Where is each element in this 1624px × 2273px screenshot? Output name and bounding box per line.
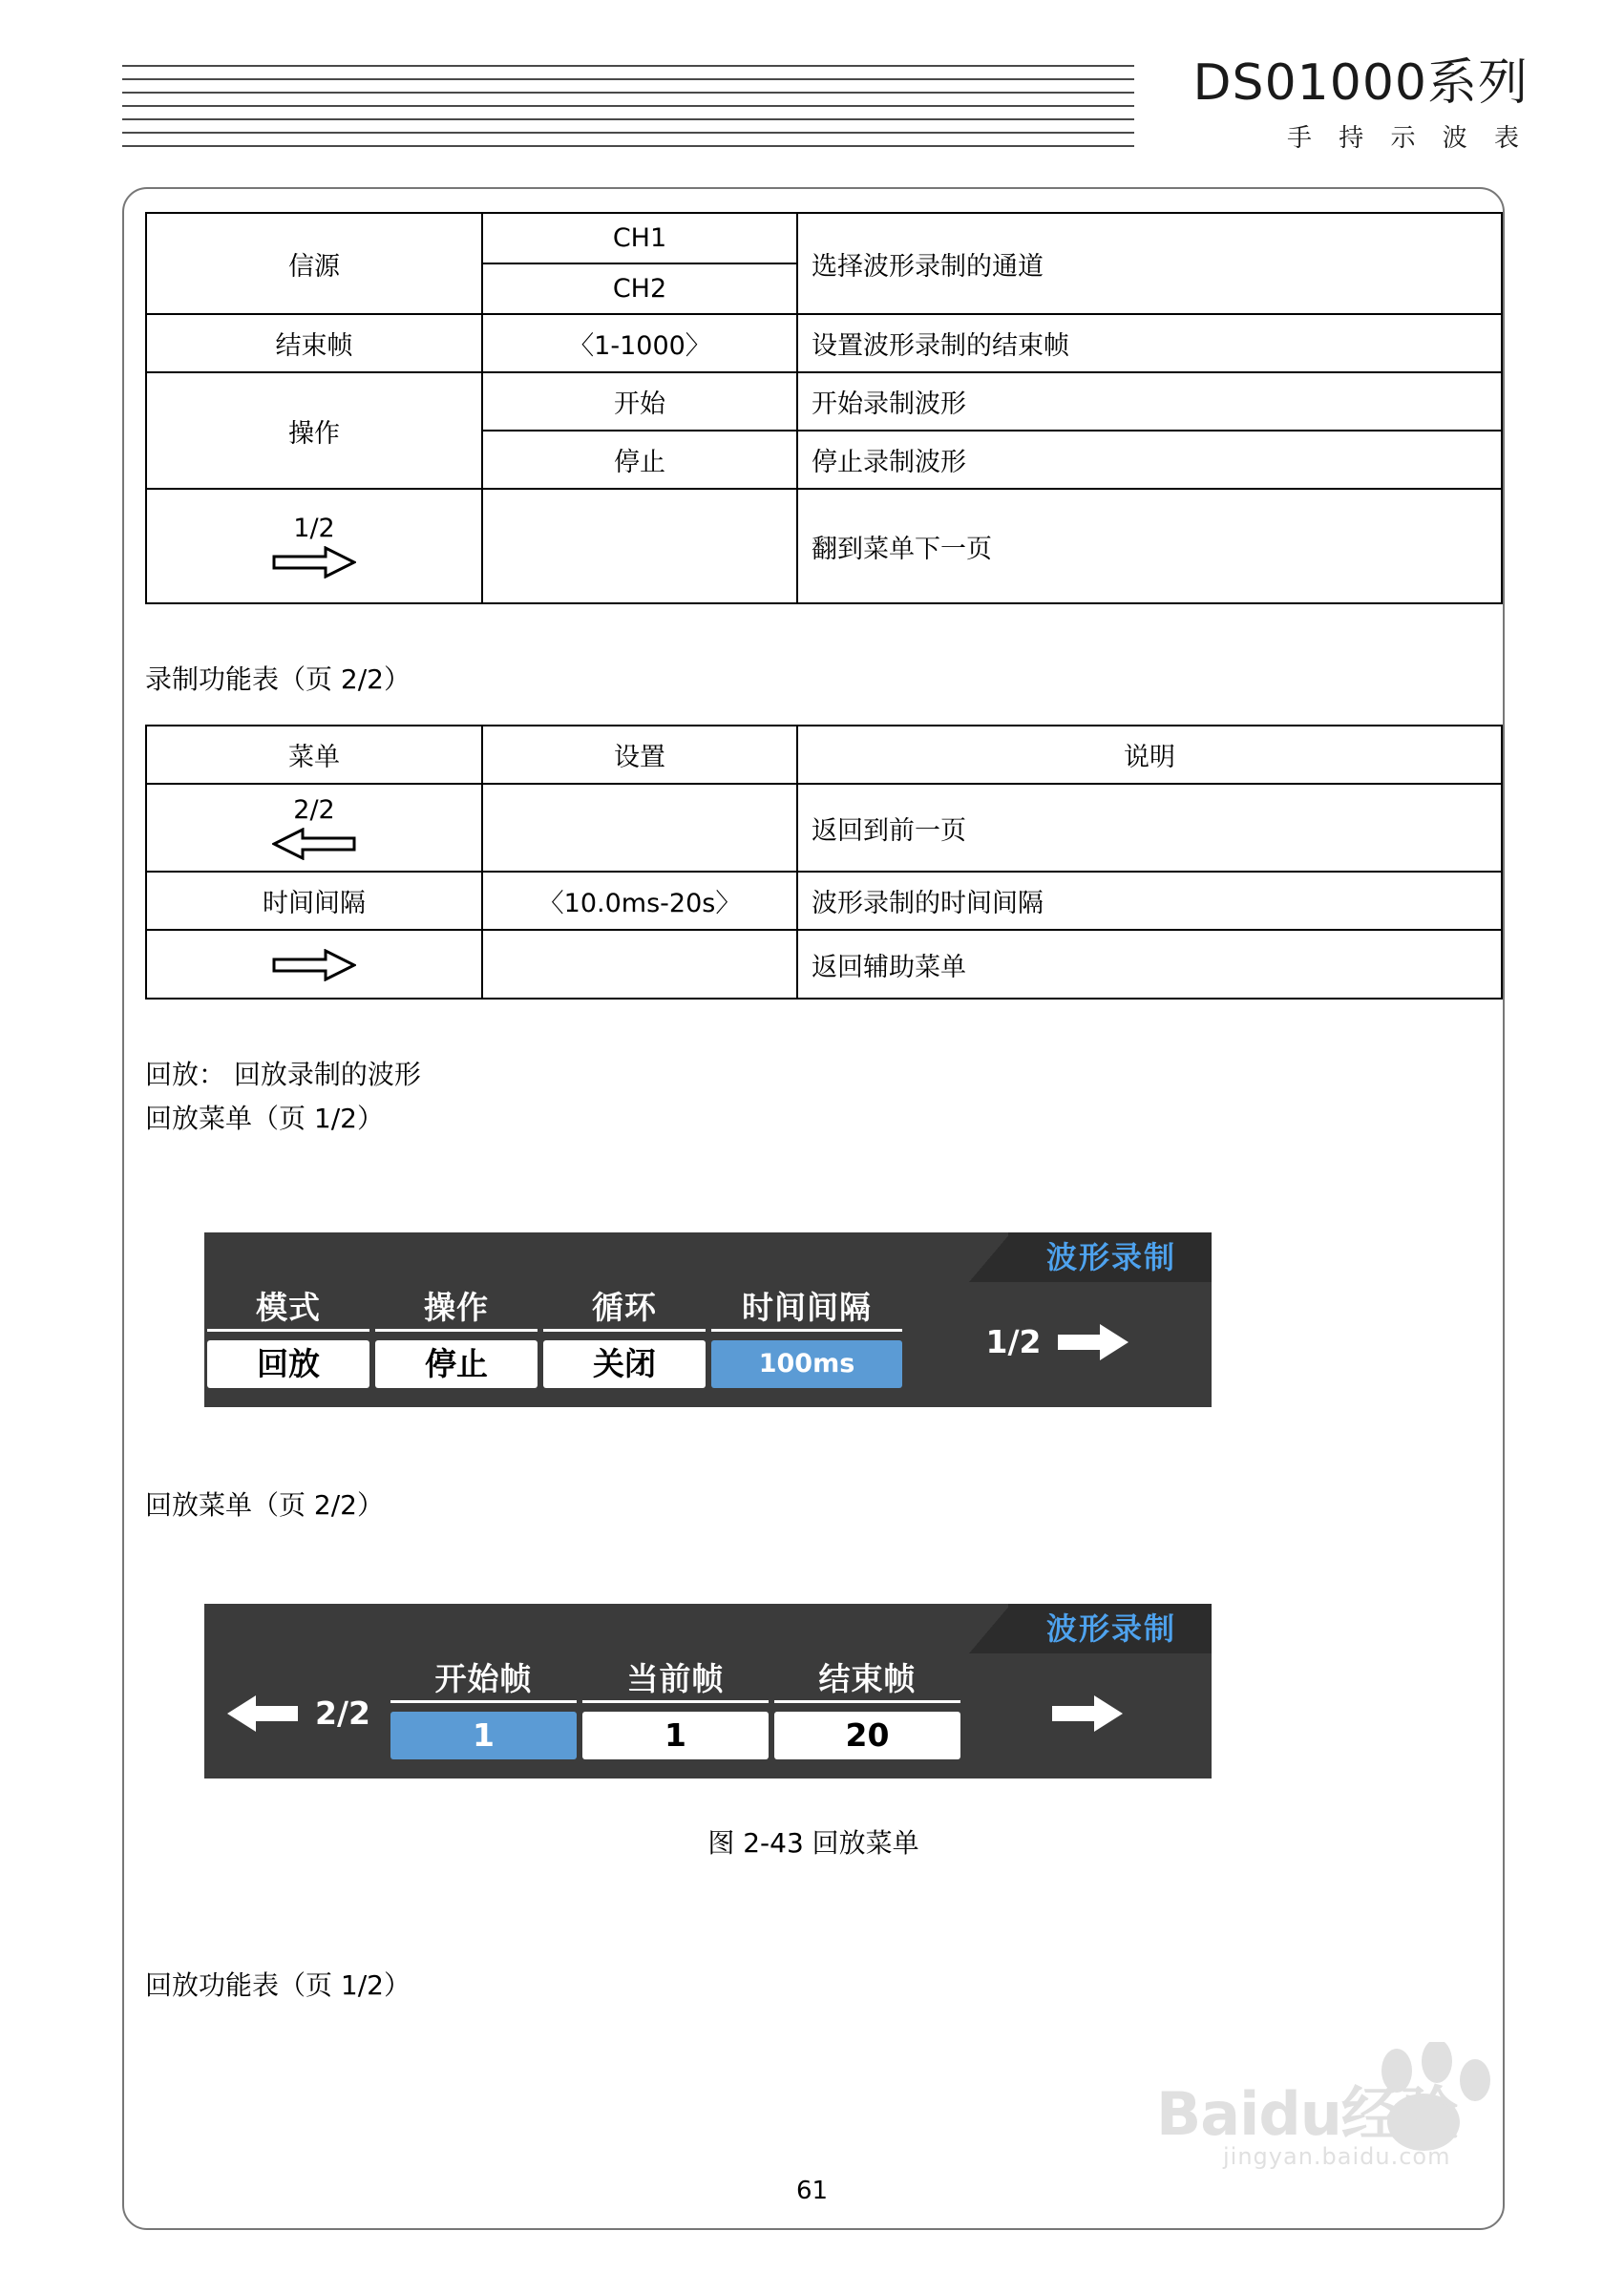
table-row	[146, 372, 1502, 431]
menu-item-label: 循环	[543, 1286, 706, 1332]
cell-menu: 操作	[146, 372, 482, 489]
arrow-right-icon[interactable]	[1056, 1322, 1130, 1362]
product-series-title: DS01000系列	[1192, 54, 1529, 112]
menu-item-label: 操作	[375, 1286, 538, 1332]
scope-pager-next[interactable]	[963, 1653, 1212, 1778]
cell-setting: CH1	[482, 213, 797, 263]
table-row	[146, 314, 1502, 372]
cell-menu: 结束帧	[146, 314, 482, 372]
cell-desc: 返回到前一页	[797, 784, 1502, 872]
menu-item-label: 时间间隔	[711, 1286, 902, 1332]
menu-item-current-frame[interactable]	[582, 1657, 769, 1778]
scope-menu-row	[204, 1282, 1212, 1407]
cell-page-indicator	[146, 489, 482, 603]
menu-item-label: 当前帧	[582, 1657, 769, 1703]
cell-desc: 返回辅助菜单	[797, 930, 1502, 999]
cell-desc: 停止录制波形	[797, 431, 1502, 489]
watermark-sub-text: jingyan.baidu.com	[1223, 2143, 1451, 2170]
arrow-right-icon[interactable]	[1050, 1694, 1125, 1734]
page-indicator-label: 2/2	[293, 795, 335, 826]
table-row	[146, 489, 1502, 603]
scope-pager-prev[interactable]	[204, 1653, 388, 1778]
watermark-main-text: Baidu经验	[1156, 2079, 1458, 2149]
table-row	[146, 930, 1502, 999]
cell-setting: 〈10.0ms-20s〉	[482, 872, 797, 930]
menu-item-end-frame[interactable]	[774, 1657, 960, 1778]
text-playback-menu-p1: 回放菜单（页 1/2）	[145, 1103, 384, 1134]
header-title-block	[994, 55, 1529, 154]
cell-setting: 〈1-1000〉	[482, 314, 797, 372]
menu-item-value[interactable]: 停止	[375, 1340, 538, 1388]
scope-title-tab: 波形录制	[1008, 1604, 1212, 1653]
page-indicator-label: 1/2	[293, 514, 335, 544]
cell-menu: 信源	[146, 213, 482, 314]
menu-item-value[interactable]: 关闭	[543, 1340, 706, 1388]
table-row	[146, 872, 1502, 930]
menu-item-start-frame[interactable]	[390, 1657, 577, 1778]
menu-item-loop[interactable]	[543, 1286, 706, 1407]
cell-menu: 时间间隔	[146, 872, 482, 930]
cell-desc: 翻到菜单下一页	[797, 489, 1502, 603]
header-rule-lines	[122, 65, 1134, 153]
arrow-left-icon	[272, 828, 356, 860]
cell-desc: 波形录制的时间间隔	[797, 872, 1502, 930]
cell-page-indicator	[146, 784, 482, 872]
table-record-page1	[145, 212, 1503, 604]
table-row	[146, 784, 1502, 872]
caption-record-page2: 录制功能表（页 2/2）	[145, 663, 411, 695]
header-setting: 设置	[482, 726, 797, 784]
figure-caption: 图 2-43 回放菜单	[707, 1827, 919, 1859]
cell-setting: CH2	[482, 263, 797, 314]
menu-item-value[interactable]: 20	[774, 1712, 960, 1759]
menu-item-label: 结束帧	[774, 1657, 960, 1703]
page-header	[0, 38, 1624, 162]
menu-item-interval[interactable]	[711, 1286, 902, 1407]
menu-item-operation[interactable]	[375, 1286, 538, 1407]
cell-setting	[482, 930, 797, 999]
cell-desc: 设置波形录制的结束帧	[797, 314, 1502, 372]
arrow-right-icon	[272, 949, 356, 981]
text-playback-menu-p2: 回放菜单（页 2/2）	[145, 1489, 384, 1521]
cell-desc: 选择波形录制的通道	[797, 213, 1502, 314]
scope-topbar-slant	[969, 1604, 1011, 1653]
scope-menu-row	[204, 1653, 1212, 1778]
table-row	[146, 213, 1502, 263]
page-indicator-label: 1/2	[985, 1323, 1042, 1360]
scope-pager-next[interactable]	[905, 1282, 1212, 1407]
menu-item-value[interactable]: 1	[390, 1712, 577, 1759]
cell-setting	[482, 489, 797, 603]
menu-item-label: 模式	[207, 1286, 369, 1332]
cell-setting: 停止	[482, 431, 797, 489]
text-playback-function-table: 回放功能表（页 1/2）	[145, 1969, 411, 2001]
menu-item-mode[interactable]	[207, 1286, 369, 1407]
cell-return-arrow	[146, 930, 482, 999]
product-series-subtitle: 手 持 示 波 表	[1286, 124, 1529, 153]
text-playback-intro: 回放： 回放录制的波形	[145, 1059, 421, 1090]
scope-title-tab: 波形录制	[1008, 1232, 1212, 1282]
cell-desc: 开始录制波形	[797, 372, 1502, 431]
header-desc: 说明	[797, 726, 1502, 784]
menu-item-value[interactable]: 100ms	[711, 1340, 902, 1388]
scope-menu-playback-page1	[204, 1232, 1212, 1407]
page-content	[145, 212, 1482, 2008]
page-number: 61	[795, 2177, 829, 2205]
scope-menu-playback-page2	[204, 1604, 1212, 1778]
cell-setting	[482, 784, 797, 872]
table-record-page2	[145, 725, 1503, 1000]
menu-item-value[interactable]: 1	[582, 1712, 769, 1759]
scope-topbar-slant	[969, 1232, 1011, 1282]
arrow-right-icon	[272, 546, 356, 579]
menu-item-value[interactable]: 回放	[207, 1340, 369, 1388]
menu-item-label: 开始帧	[390, 1657, 577, 1703]
arrow-left-icon[interactable]	[225, 1694, 300, 1734]
table-header-row	[146, 726, 1502, 784]
cell-setting: 开始	[482, 372, 797, 431]
page-indicator-label: 2/2	[315, 1694, 370, 1732]
header-menu: 菜单	[146, 726, 482, 784]
